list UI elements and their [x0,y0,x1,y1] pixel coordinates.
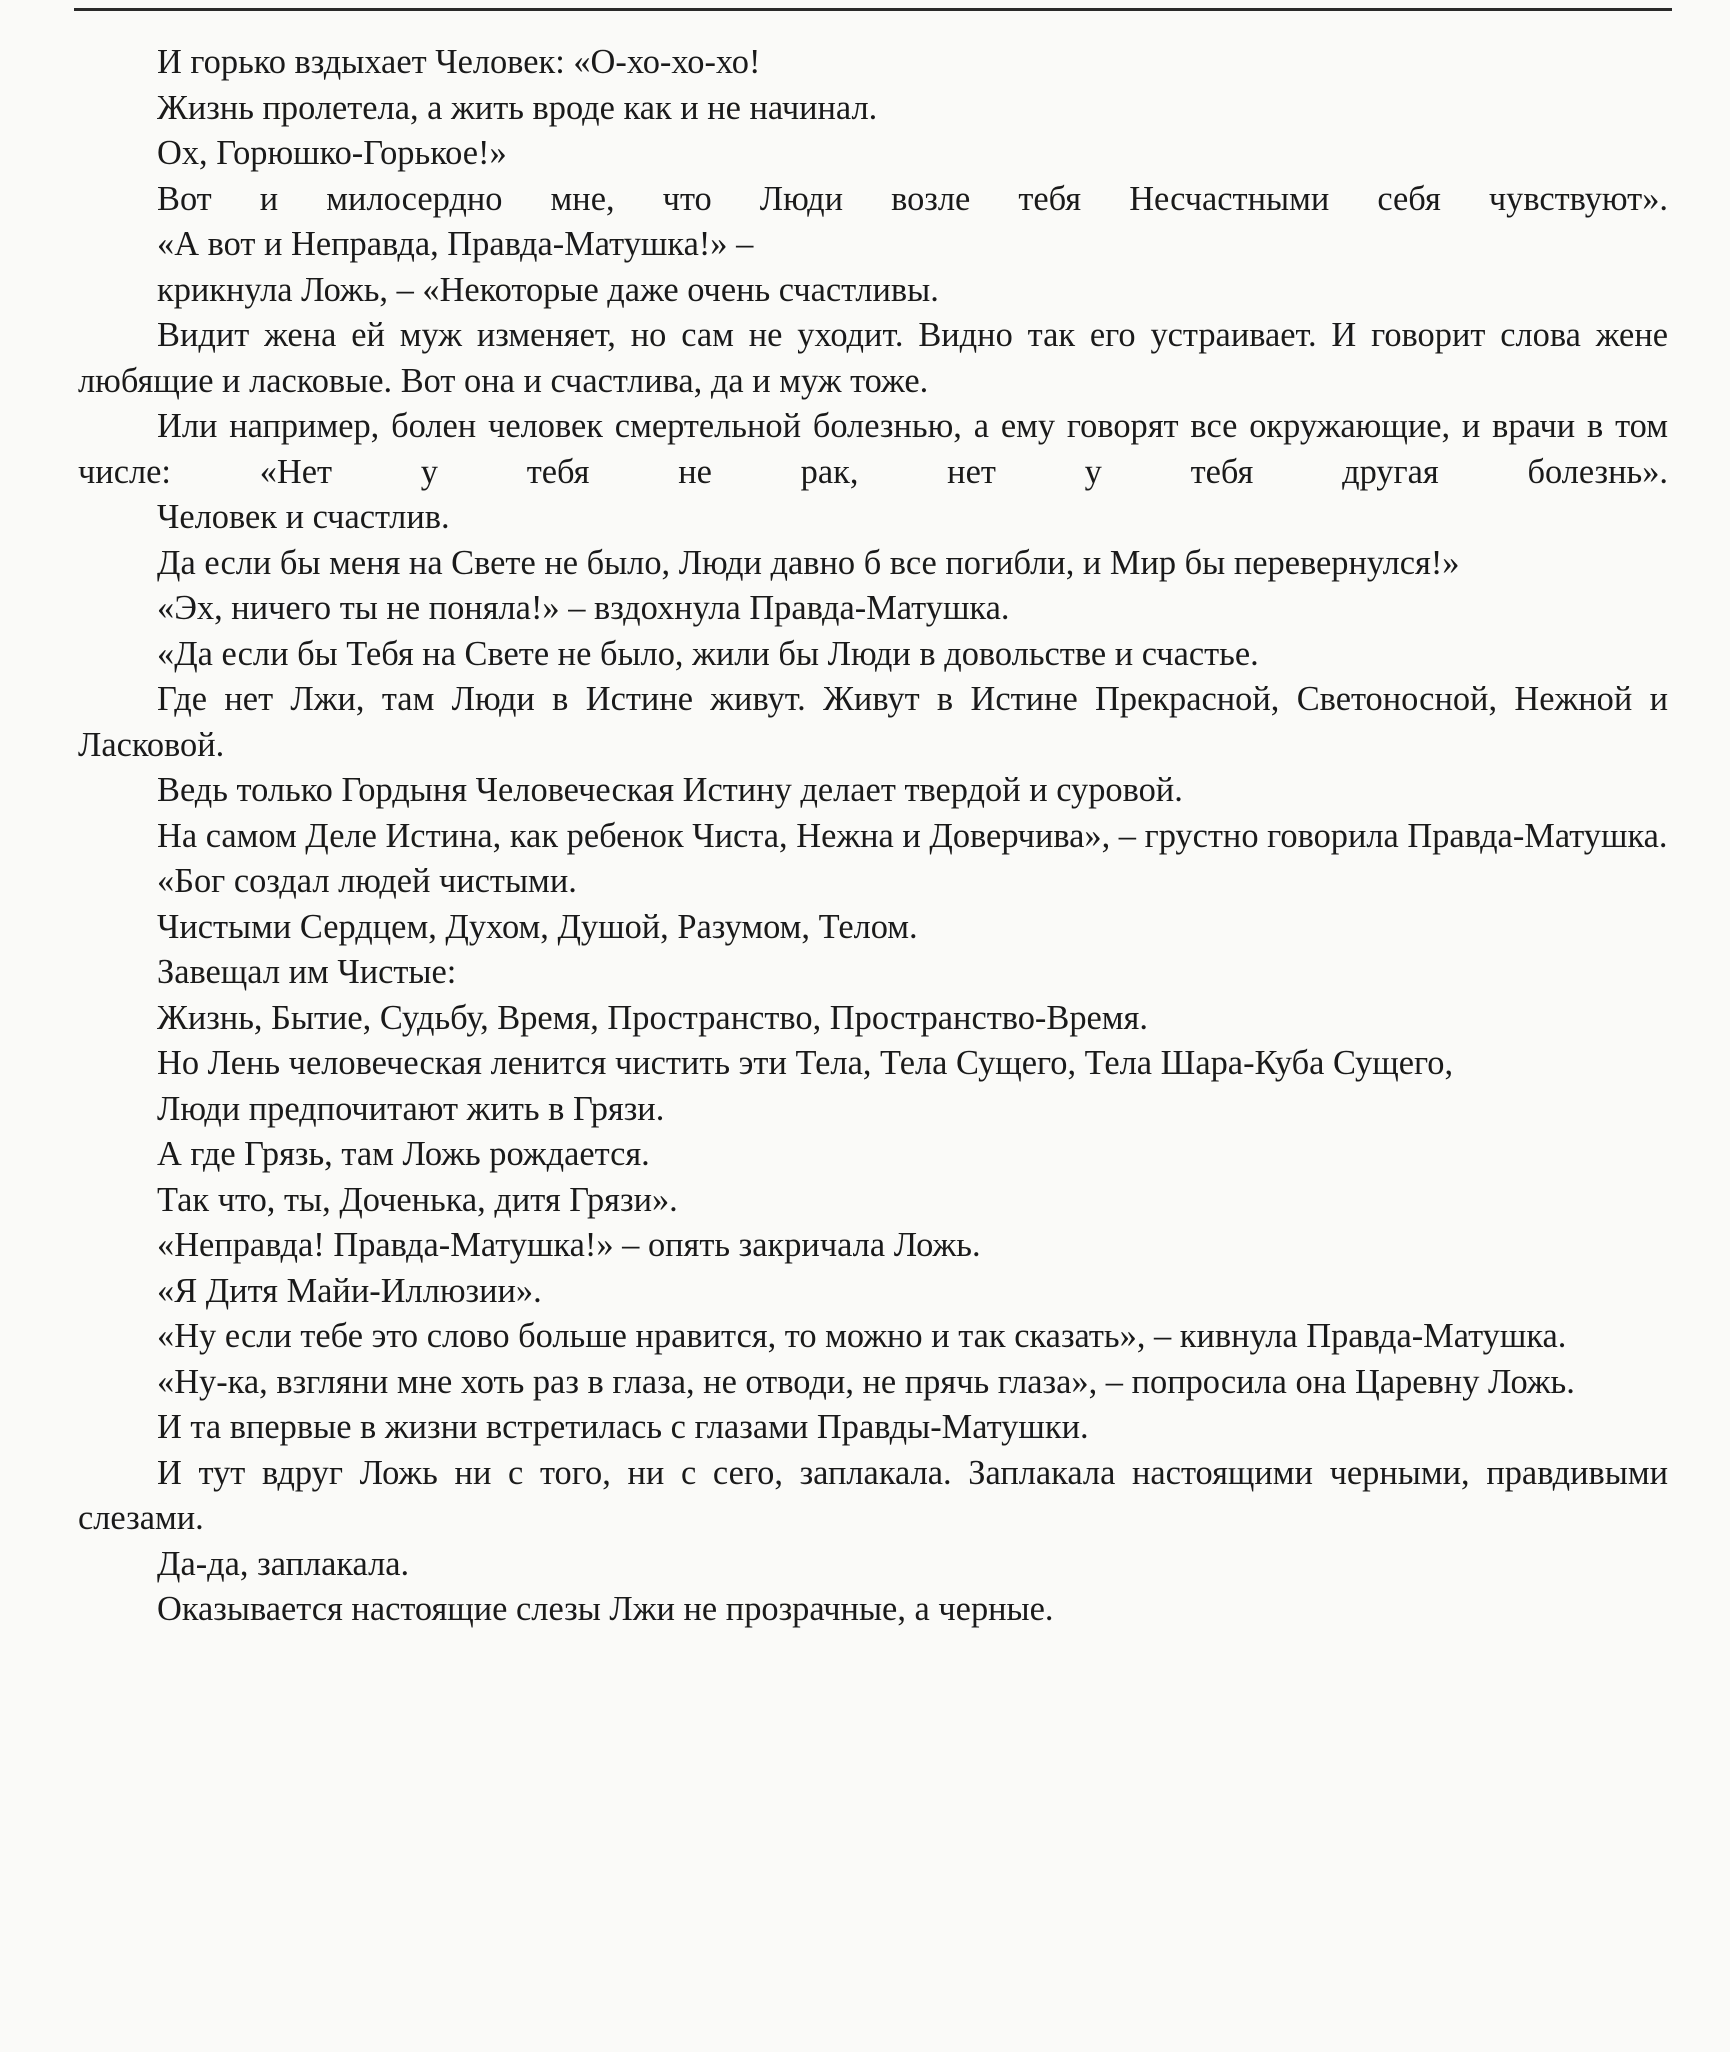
paragraph: «Бог создал людей чистыми. [157,862,577,900]
paragraph: Вот и милосердно мне, что Люди возле тебя Несчастными себя чувствуют». [157,179,1668,218]
paragraph: А где Грязь, там Ложь рождается. [157,1135,650,1173]
paragraph: На самом Деле Истина, как ребенок Чиста, Нежна и Доверчива», – грустно говорила Правда-Матушка. [157,816,1668,855]
paragraph: «Я Дитя Майи-Иллюзии». [157,1271,542,1310]
paragraph: Ведь только Гордыня Человеческая Истину делает твердой и суровой. [157,771,1183,809]
paragraph: Люди предпочитают жить в Грязи. [157,1089,665,1128]
paragraph: «Эх, ничего ты не поняла!» – вздохнула Правда-Матушка. [157,589,1010,627]
paragraph: Завещал им Чистые: [157,953,457,991]
paragraph: Чистыми Сердцем, Духом, Душой, Разумом, Телом. [157,907,918,946]
paragraph: Но Лень человеческая ленится чистить эти Тела, Тела Сущего, Тела Шара-Куба Сущего, [157,1044,1454,1082]
paragraph: Ох, Горюшко-Горькое!» [157,134,507,172]
page-text [78,40,1668,1633]
paragraph: Оказывается настоящие слезы Лжи не прозрачные, а черные. [157,1590,1054,1628]
paragraph: «Ну если тебе это слово больше нравится, то можно и так сказать», – кивнула Правда-Матушка. [157,1317,1567,1355]
paragraph: Видит жена ей муж изменяет, но сам не уходит. Видно так его устраивает. И говорит слова жене любящие и ласковые. Вот она и счастлива, да и муж тоже. [78,316,1668,400]
paragraph: И тут вдруг Ложь ни с того, ни с сего, заплакала. Заплакала настоящими черными, правдивыми слезами. [78,1453,1668,1537]
paragraph: Где нет Лжи, там Люди в Истине живут. Живут в Истине Прекрасной, Светоносной, Нежной и Ласковой. [78,680,1668,764]
paragraph: «Да если бы Тебя на Свете не было, жили бы Люди в довольстве и счастье. [157,634,1259,673]
paragraph: «Ну-ка, взгляни мне хоть раз в глаза, не отводи, не прячь глаза», – попросила она Царевну Ложь. [157,1362,1575,1401]
paragraph: Жизнь, Бытие, Судьбу, Время, Пространство, Пространство-Время. [157,998,1148,1037]
paragraph: Да если бы меня на Свете не было, Люди давно б все погибли, и Мир бы перевернулся!» [157,543,1460,582]
paragraph: Да-да, заплакала. [157,1544,410,1583]
paragraph: Жизнь пролетела, а жить вроде как и не начинал. [157,88,878,127]
paragraph: крикнула Ложь, – «Некоторые даже очень счастливы. [157,270,939,309]
paragraph: Человек и счастлив. [157,498,450,536]
paragraph: И та впервые в жизни встретилась с глазами Правды-Матушки. [157,1408,1089,1446]
paragraph: «Неправда! Правда-Матушка!» – опять закричала Ложь. [157,1226,981,1264]
paragraph: И горько вздыхает Человек: «О-хо-хо-хо! [157,43,761,81]
paragraph: Так что, ты, Доченька, дитя Грязи». [157,1180,678,1219]
header-rule [74,8,1672,11]
paragraph: «А вот и Неправда, Правда-Матушка!» – [157,225,754,263]
paragraph: Или например, болен человек смертельной болезнью, а ему говорят все окружающие, и врачи в том числе: «Нет у тебя не рак, нет у тебя другая болезнь». [78,407,1668,491]
